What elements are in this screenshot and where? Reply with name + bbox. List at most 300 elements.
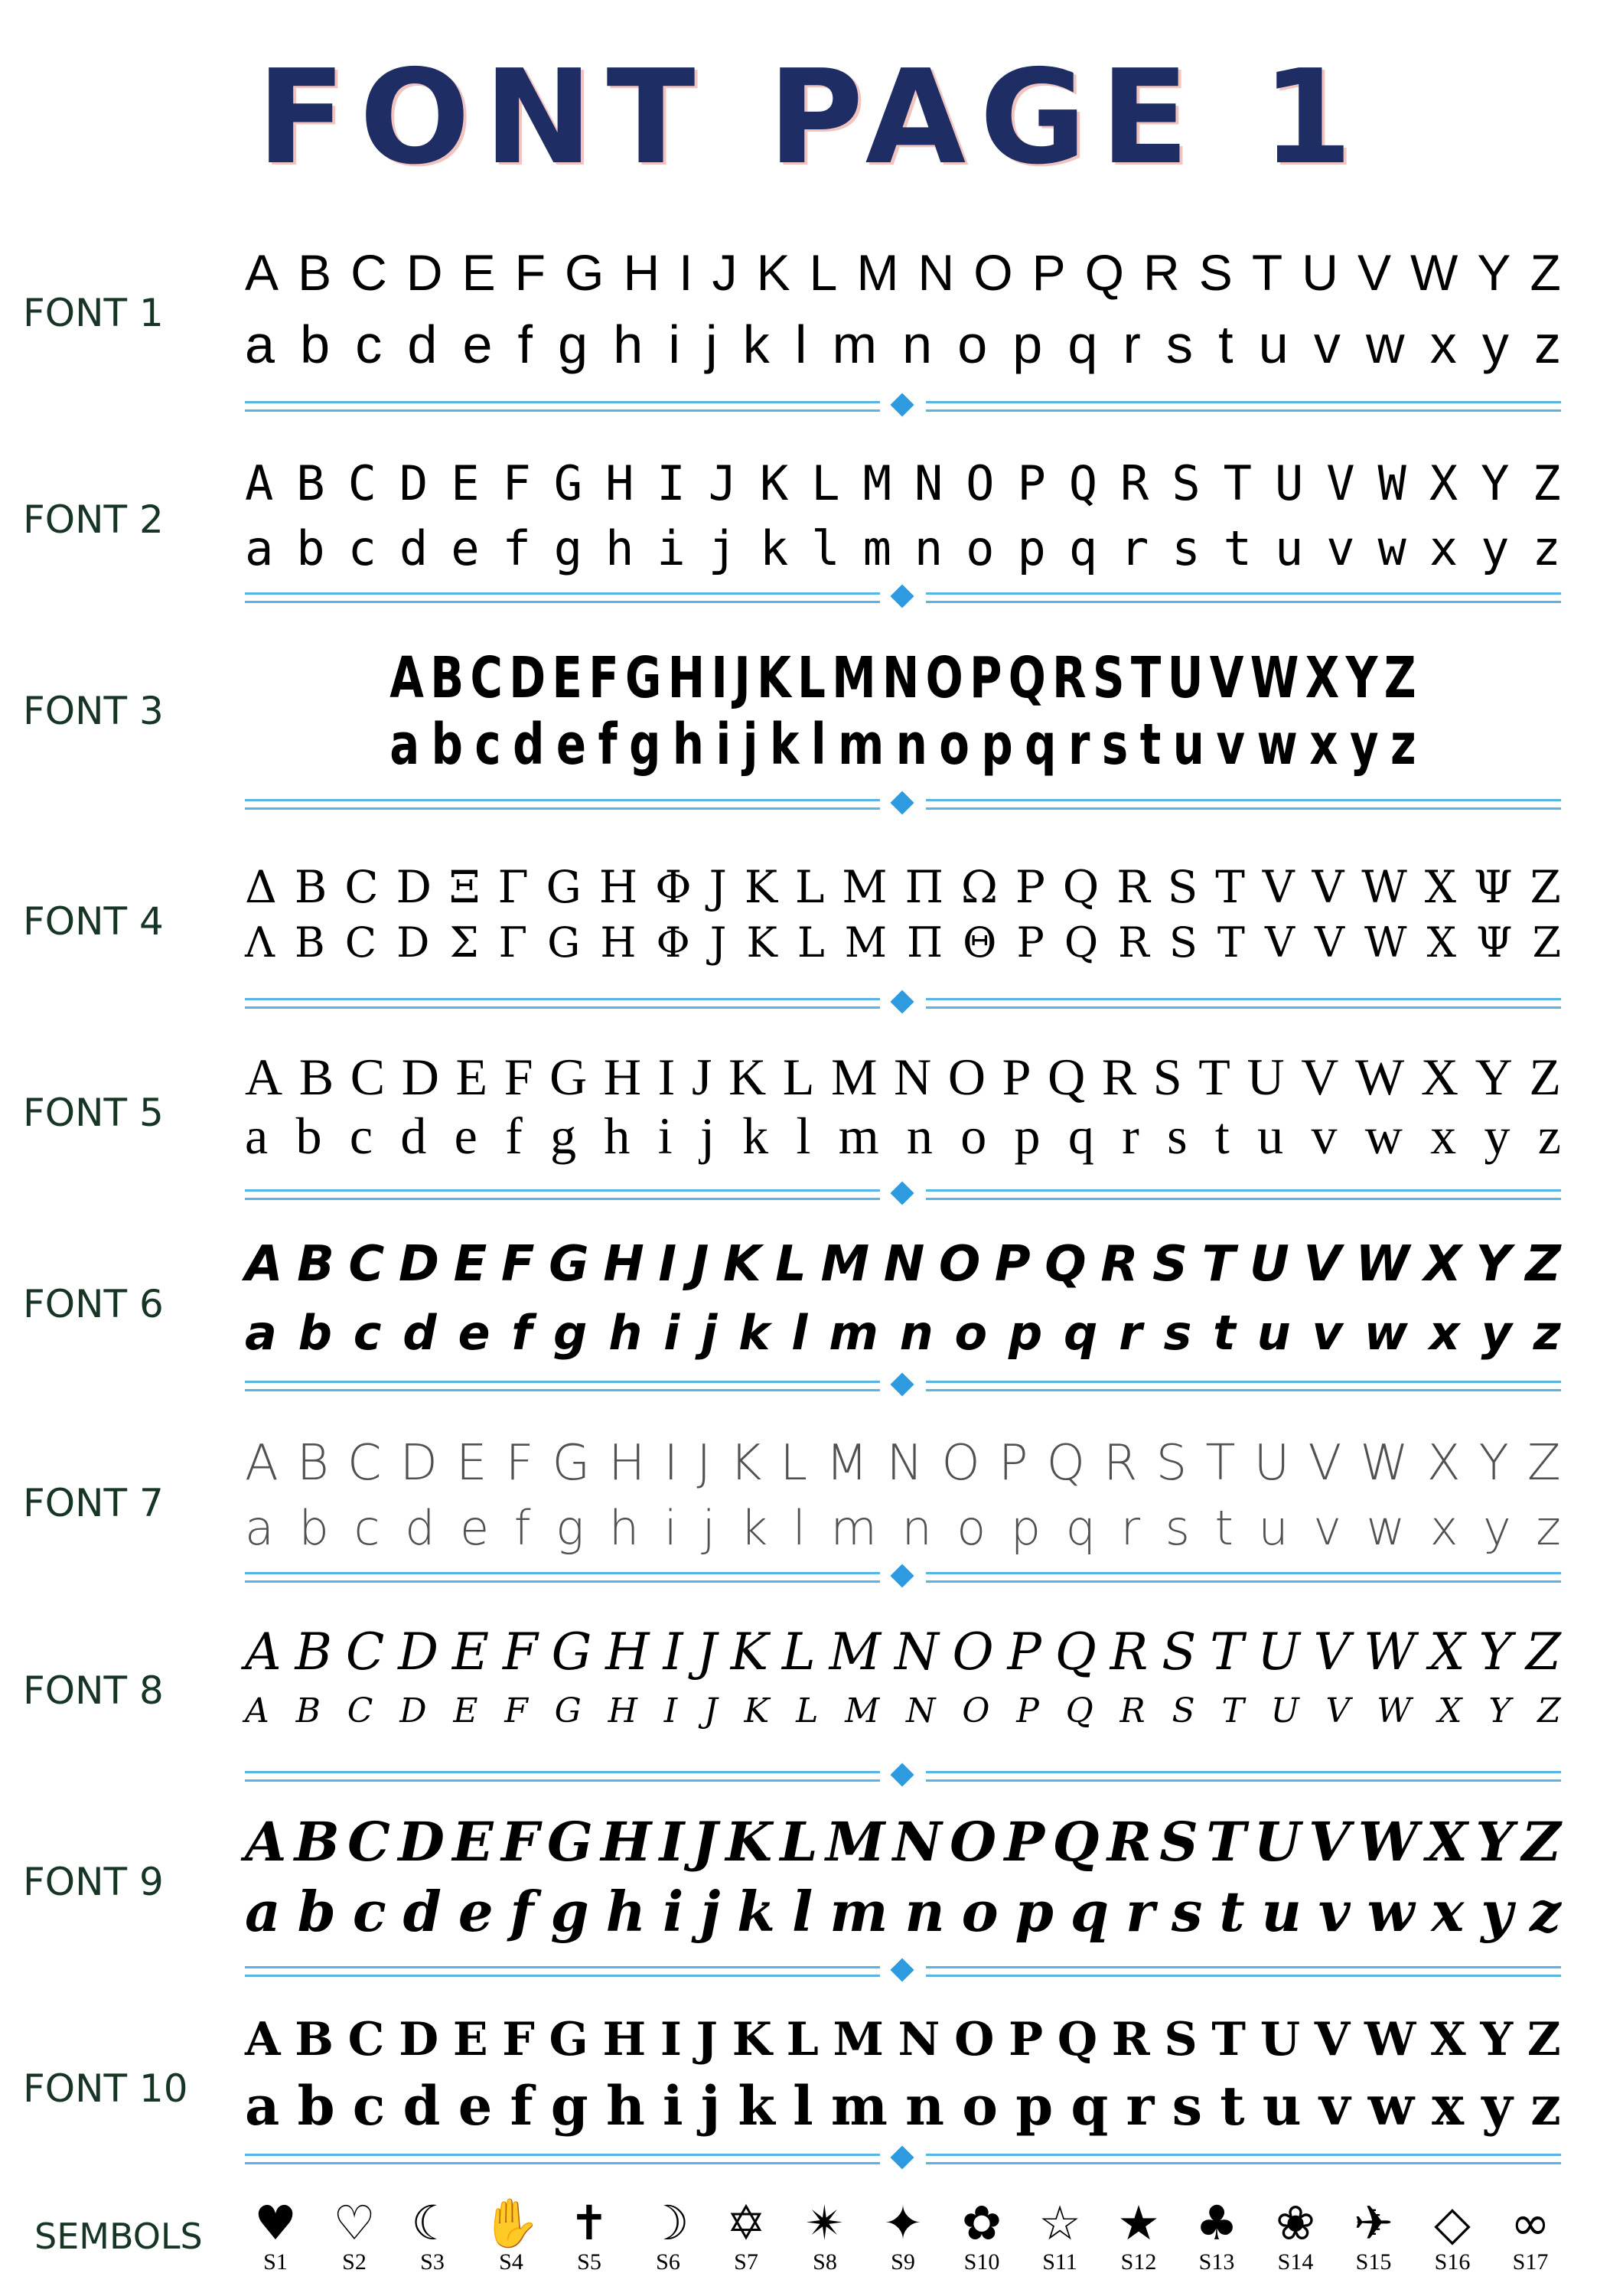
font-uppercase-alphabet [245, 455, 1561, 512]
letter: R [1119, 1691, 1146, 1730]
letter: O [962, 1691, 990, 1730]
letter: n [899, 1305, 934, 1361]
letter: K [732, 2013, 772, 2066]
heart-outline-icon: ♡ [333, 2195, 376, 2251]
symbol-code: S9 [891, 2249, 915, 2275]
letter: J [708, 455, 737, 511]
letter: u [1172, 712, 1204, 778]
letter: D [399, 455, 429, 511]
letter: i [663, 1500, 677, 1556]
font-label: FONT 3 [23, 689, 164, 733]
letter: P [1015, 861, 1045, 913]
letter: I [663, 1623, 683, 1681]
letter: Q [1057, 2013, 1098, 2066]
letter: T [1251, 244, 1283, 301]
letter: G [549, 1236, 589, 1293]
symbol-item [1422, 2197, 1483, 2275]
letter: w [1365, 315, 1405, 374]
letter: M [856, 244, 899, 301]
symbol-code: S17 [1512, 2249, 1549, 2275]
letter: w [1367, 2074, 1415, 2138]
letter: v [1312, 1305, 1343, 1361]
letter: B [295, 1691, 321, 1730]
letter: K [759, 455, 789, 511]
letter: A [245, 1691, 269, 1730]
font-label: FONT 6 [23, 1282, 164, 1326]
letter: L [781, 1623, 816, 1681]
letter: W [1364, 1623, 1416, 1681]
letter: N [892, 1810, 942, 1874]
letter: d [400, 1107, 427, 1165]
symbol-code: S8 [813, 2249, 837, 2275]
letter: I [663, 1691, 678, 1730]
letter: i [668, 315, 680, 374]
symbol-code: S5 [577, 2249, 601, 2275]
letter: t [1139, 712, 1162, 778]
letter: b [295, 1107, 322, 1165]
letter: Q [1045, 1236, 1087, 1293]
four-leaf-clover-icon: ♣ [1195, 2195, 1238, 2251]
letter: k [740, 1500, 768, 1556]
letter: z [1532, 520, 1561, 576]
letter: N [886, 1435, 924, 1492]
row-divider [245, 589, 1561, 606]
letter: B [294, 1810, 340, 1874]
letter: M [825, 1810, 885, 1874]
letter: V [1309, 1810, 1351, 1874]
letter: W [1364, 2013, 1416, 2066]
letter: x [1429, 520, 1458, 576]
letter: p [1015, 1879, 1054, 1944]
letter: b [298, 1500, 329, 1556]
font-uppercase-alphabet [245, 1623, 1561, 1683]
letter: b [297, 1879, 336, 1944]
font-lowercase-alphabet [245, 2074, 1561, 2138]
letter: G [549, 1048, 588, 1106]
letter: s [1101, 712, 1129, 778]
letter: F [505, 1435, 534, 1492]
letter: k [769, 712, 800, 778]
letter: H [667, 645, 706, 711]
letter: U [1167, 645, 1204, 711]
letter: x [1309, 712, 1338, 778]
letter: V [1357, 244, 1391, 301]
letter: e [460, 1500, 490, 1556]
letter: A [245, 1435, 279, 1492]
font-label: FONT 1 [23, 291, 164, 335]
letter: S [1159, 1810, 1198, 1874]
letter: U [1302, 244, 1338, 301]
letter: o [939, 712, 970, 778]
letter: Y [1477, 244, 1511, 301]
letter: y [1481, 1879, 1514, 1944]
letter: E [552, 645, 582, 711]
letter: C [347, 1435, 382, 1492]
letter: T [1210, 1623, 1244, 1681]
letter: A [245, 1236, 283, 1293]
letter: Y [1475, 1236, 1511, 1293]
letter: m [838, 712, 885, 778]
letter: R [1111, 2013, 1150, 2066]
letter: X [1426, 1810, 1468, 1874]
letter: I [663, 1435, 679, 1492]
letter: Y [1475, 1048, 1513, 1106]
row-divider [245, 2151, 1561, 2167]
letter: F [500, 1810, 539, 1874]
letter: S [1164, 2013, 1198, 2066]
letter: d [402, 1305, 437, 1361]
letter: G [554, 1691, 582, 1730]
letter: B [298, 244, 332, 301]
letter: j [701, 1305, 718, 1361]
letter: D [398, 1236, 440, 1293]
letter: B [295, 918, 325, 967]
letter: m [830, 1500, 877, 1556]
letter: F [502, 455, 531, 511]
letter: H [598, 861, 638, 913]
letter: D [399, 1435, 438, 1492]
flower-icon: ✿ [962, 2195, 1002, 2251]
letter: B [295, 1623, 333, 1681]
letter: T [1205, 1435, 1236, 1492]
letter: P [1009, 2013, 1044, 2066]
letter: G [549, 2013, 588, 2066]
letter: g [550, 1107, 577, 1165]
letter: p [1017, 520, 1046, 576]
row-divider [245, 1963, 1561, 1980]
letter: e [556, 712, 587, 778]
symbol-code: S13 [1198, 2249, 1235, 2275]
letter: O [947, 1048, 986, 1106]
letter: j [706, 315, 718, 374]
letter: c [352, 1879, 386, 1944]
letter: l [796, 1107, 811, 1165]
letter: G [565, 244, 605, 301]
symbol-item [951, 2197, 1012, 2275]
letter: T [1130, 645, 1162, 711]
letter: U [1257, 1623, 1300, 1681]
letter: p [1012, 315, 1043, 374]
letter: n [901, 1500, 932, 1556]
letter: N [894, 1623, 939, 1681]
letter: y [1481, 315, 1509, 374]
letter: O [952, 1623, 994, 1681]
letter: T [1217, 918, 1245, 967]
letter: h [605, 520, 634, 576]
letter: E [451, 1623, 490, 1681]
letter: c [349, 1107, 373, 1165]
letter: j [742, 712, 758, 778]
letter: u [1274, 520, 1304, 576]
letter: Y [1480, 2013, 1514, 2066]
symbol-item [872, 2197, 934, 2275]
letter: m [829, 1305, 878, 1361]
letter: h [608, 1305, 643, 1361]
letter: P [970, 645, 1002, 711]
letter: h [605, 2074, 645, 2138]
letter: P [1016, 918, 1045, 967]
letter: q [1067, 1107, 1094, 1165]
letter: J [690, 1236, 709, 1293]
symbol-code: S3 [420, 2249, 445, 2275]
letter: p [1010, 1500, 1041, 1556]
row-divider [245, 1768, 1561, 1785]
letter: X [1429, 455, 1458, 511]
letter: U [1274, 455, 1304, 511]
letter: J [696, 2013, 719, 2066]
font-lowercase-alphabet [245, 1305, 1561, 1362]
letter: w [1377, 520, 1406, 576]
letter: d [407, 315, 438, 374]
letter: C [347, 1810, 390, 1874]
symbols-row [245, 2197, 1561, 2281]
letter: W [1361, 861, 1407, 913]
letter: V [1314, 2013, 1351, 2066]
letter: M [833, 2013, 884, 2066]
letter: G [625, 645, 662, 711]
letter: o [961, 1879, 999, 1944]
letter: t [1220, 2074, 1245, 2138]
letter: S [1152, 1048, 1182, 1106]
letter: j [700, 2074, 721, 2138]
row-divider [245, 995, 1561, 1012]
letter: W [1354, 1048, 1405, 1106]
letter: o [962, 2074, 998, 2138]
letter: O [938, 1236, 981, 1293]
letter: J [691, 1048, 712, 1106]
letter: j [700, 1879, 721, 1944]
letter: C [350, 1048, 386, 1106]
symbol-code: S15 [1355, 2249, 1392, 2275]
letter: n [914, 520, 943, 576]
letter: C [344, 918, 377, 967]
letter: d [513, 712, 545, 778]
letter: W [1357, 1810, 1419, 1874]
letter: d [402, 1879, 442, 1944]
letter: L [809, 244, 838, 301]
letter: J [734, 645, 751, 711]
letter: c [474, 712, 501, 778]
letter: s [1171, 1879, 1203, 1944]
letter: W [1355, 1236, 1410, 1293]
letter: a [245, 315, 275, 374]
letter: U [1260, 2013, 1301, 2066]
letter: Y [1488, 1691, 1511, 1730]
letter: f [517, 315, 533, 374]
letter: l [811, 520, 840, 576]
letter: q [1025, 712, 1057, 778]
font-lowercase-alphabet [245, 314, 1561, 378]
row-divider [245, 1378, 1561, 1394]
letter: K [746, 918, 777, 967]
letter: D [396, 918, 430, 967]
font-lowercase-alphabet [245, 1500, 1561, 1557]
letter: Φ [656, 918, 690, 967]
letter: t [1213, 1305, 1236, 1361]
letter: z [1534, 315, 1561, 374]
letter: Γ [497, 861, 529, 913]
letter: c [352, 2074, 386, 2138]
letter: I [660, 2013, 682, 2066]
letter: h [605, 1879, 647, 1944]
letter: C [348, 1236, 385, 1293]
infinity-icon: ∞ [1511, 2195, 1550, 2251]
letter: a [245, 1500, 274, 1556]
compass-star-filled-icon: ✦ [883, 2195, 923, 2251]
letter: z [1537, 1107, 1561, 1165]
letter: P [998, 1435, 1028, 1492]
letter: u [1261, 1879, 1302, 1944]
letter: Ω [960, 861, 998, 913]
letter: o [954, 1305, 988, 1361]
letter: C [347, 1691, 373, 1730]
letter: p [1014, 1107, 1041, 1165]
letter: X [1424, 861, 1456, 913]
letter: W [1377, 1691, 1412, 1730]
letter: V [1325, 1691, 1351, 1730]
letter: T [1206, 1810, 1247, 1874]
letter: r [1067, 712, 1090, 778]
letter: v [1313, 315, 1341, 374]
star-outline-icon: ☆ [1038, 2195, 1081, 2251]
letter: e [454, 1107, 477, 1165]
letter: J [696, 1623, 717, 1681]
letter: g [629, 712, 661, 778]
letter: c [347, 520, 376, 576]
letter: y [1481, 2074, 1513, 2138]
letter: H [623, 244, 660, 301]
letter: z [1530, 2074, 1561, 2138]
letter: V [1313, 1623, 1351, 1681]
letter: e [451, 520, 480, 576]
font-uppercase-alphabet [245, 1810, 1561, 1874]
letter: m [862, 520, 891, 576]
letter: R [1143, 244, 1180, 301]
font-label: FONT 4 [23, 899, 164, 944]
letter: O [950, 1810, 997, 1874]
letter: u [1258, 1500, 1289, 1556]
letter: a [389, 712, 420, 778]
letter: f [513, 1500, 531, 1556]
symbol-item [1029, 2197, 1090, 2275]
letter: X [1420, 1048, 1458, 1106]
letter: n [904, 1879, 945, 1944]
letter: D [401, 1048, 439, 1106]
star-of-david-icon: ✡ [726, 2195, 766, 2251]
letter: T [1221, 1691, 1244, 1730]
letter: F [500, 1236, 535, 1293]
letter: D [396, 861, 432, 913]
letter: i [657, 1107, 673, 1165]
font-label: FONT 7 [23, 1481, 164, 1525]
letter: B [296, 455, 325, 511]
letter: F [502, 2013, 535, 2066]
letter: w [1364, 1107, 1403, 1165]
letter: S [1198, 244, 1233, 301]
letter: w [1364, 1305, 1408, 1361]
letter: a [245, 1107, 269, 1165]
letter: X [1430, 2013, 1466, 2066]
letter: r [1120, 1500, 1141, 1556]
letter: Γ [498, 918, 528, 967]
letter: q [1064, 1305, 1098, 1361]
letter: f [511, 1305, 533, 1361]
letter: E [456, 1435, 487, 1492]
letter: f [505, 1107, 523, 1165]
letter: K [729, 1435, 762, 1492]
letter: s [1165, 1500, 1190, 1556]
letter: l [810, 712, 826, 778]
letter: r [1123, 315, 1141, 374]
letter: B [295, 2013, 334, 2066]
letter: H [601, 1810, 652, 1874]
letter: M [844, 918, 888, 967]
font-lowercase-alphabet [245, 1879, 1561, 1945]
letter: F [504, 1691, 528, 1730]
letter: f [598, 712, 618, 778]
symbol-code: S14 [1277, 2249, 1314, 2275]
symbol-code: S10 [963, 2249, 1000, 2275]
letter: t [1214, 1500, 1234, 1556]
letter: D [399, 2013, 439, 2066]
symbol-item [245, 2197, 306, 2275]
letter: v [1311, 1107, 1338, 1165]
letter: i [657, 520, 686, 576]
letter: O [925, 645, 963, 711]
symbol-item [559, 2197, 620, 2275]
letter: I [679, 244, 693, 301]
symbol-item [1186, 2197, 1247, 2275]
letter: O [966, 455, 995, 511]
letter: D [509, 645, 546, 711]
letter: X [1426, 1435, 1461, 1492]
letter: x [1429, 1305, 1460, 1361]
letter: z [1390, 712, 1416, 778]
letter: x [1431, 1879, 1465, 1944]
symbol-item [402, 2197, 463, 2275]
letter: Z [1532, 918, 1561, 967]
letter: V [1303, 1236, 1341, 1293]
letter: W [1360, 1435, 1409, 1492]
letter: N [883, 1236, 925, 1293]
letter: L [780, 1435, 808, 1492]
lotus-icon: ❀ [1276, 2195, 1315, 2251]
letter: C [344, 861, 379, 913]
letter: O [954, 2013, 995, 2066]
letter: K [723, 1236, 761, 1293]
letter: P [1016, 1691, 1039, 1730]
font-uppercase-alphabet [245, 1047, 1561, 1110]
letter: L [782, 1048, 815, 1106]
letter: q [1065, 1500, 1097, 1556]
letter: k [738, 1305, 771, 1361]
letter: B [294, 861, 328, 913]
crescent-moon-outline-icon: ☽ [647, 2195, 689, 2251]
letter: H [605, 455, 634, 511]
letter: o [966, 520, 995, 576]
letter: x [1429, 315, 1457, 374]
font-label: FONT 2 [23, 497, 164, 542]
letter: Q [1068, 455, 1098, 511]
letter: b [296, 520, 325, 576]
letter: w [1366, 1500, 1406, 1556]
letter: K [757, 645, 791, 711]
letter: y [1481, 520, 1510, 576]
letter: Z [1530, 244, 1561, 301]
letter: E [453, 1236, 487, 1293]
crescent-moon-filled-icon: ☾ [411, 2195, 454, 2251]
letter: X [1423, 1236, 1462, 1293]
